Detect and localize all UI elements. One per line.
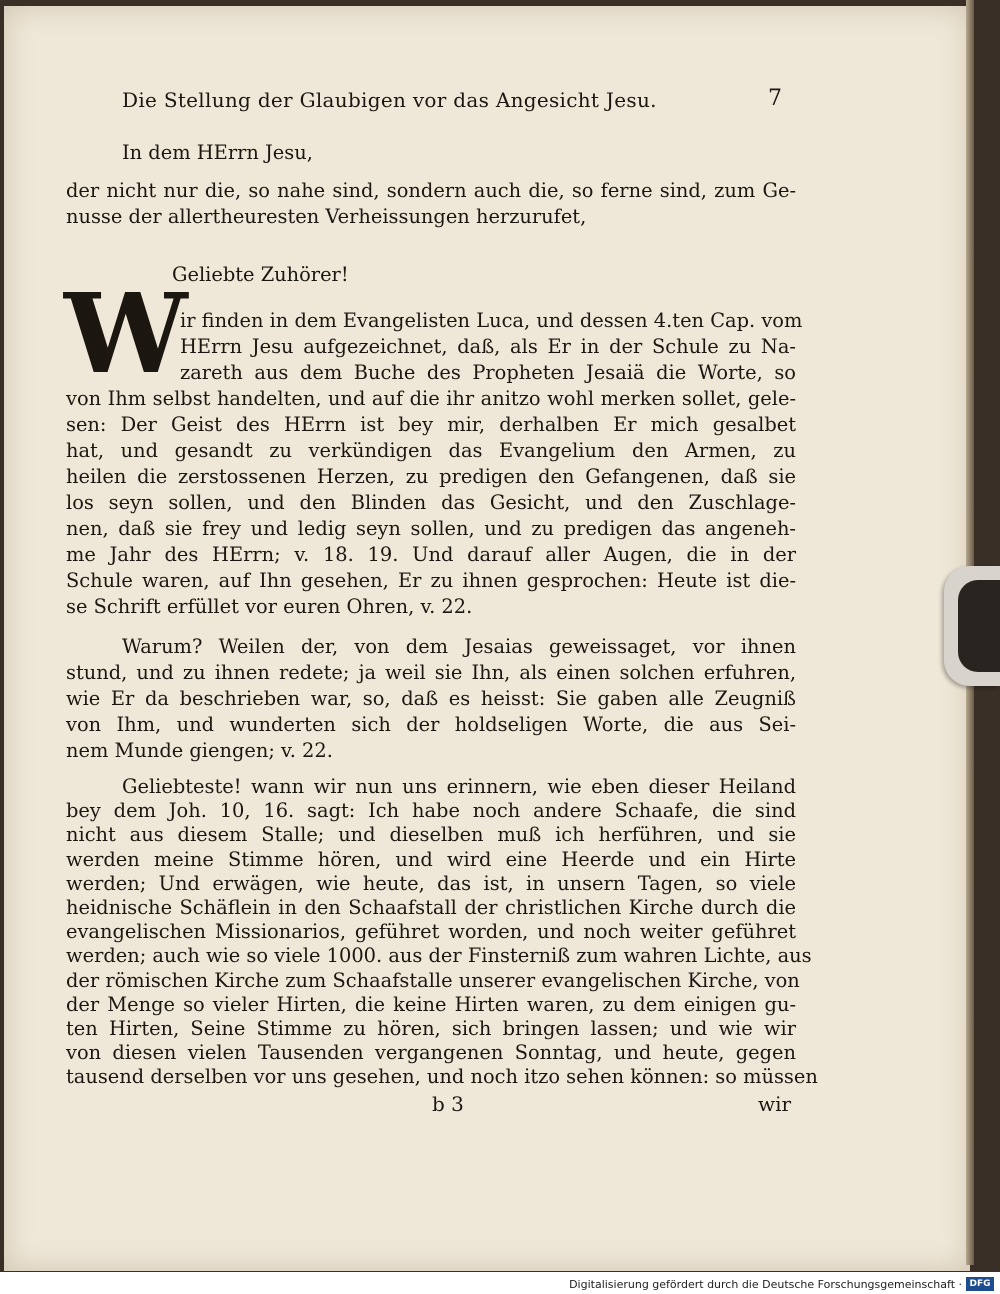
para1-line: nen, daß sie frey und ledig seyn sollen, und zu predigen das angeneh-: [66, 517, 796, 540]
bookmark-shadow: [958, 580, 1000, 672]
para1-line: hat, und gesandt zu verkündigen das Evangelium den Armen, zu: [66, 439, 796, 462]
para1-line: sen: Der Geist des HErrn ist bey mir, derhalben Er mich gesalbet: [66, 413, 796, 436]
intro-line-1: In dem HErrn Jesu,: [122, 141, 313, 164]
para3-line: bey dem Joh. 10, 16. sagt: Ich habe noch andere Schaafe, die sind: [66, 799, 796, 823]
running-head: Die Stellung der Glaubigen vor das Angesicht Jesu.: [122, 88, 657, 112]
para3-line: der römischen Kirche zum Schaafstalle unserer evangelischen Kirche, von: [66, 968, 800, 992]
signature-mark: b 3: [432, 1092, 464, 1116]
intro-line-3: nusse der allertheuresten Verheissungen herzurufet,: [66, 205, 587, 228]
para1-line: los seyn sollen, und den Blinden das Gesicht, und den Zuschlage-: [66, 491, 796, 514]
para3-line-last: tausend derselben vor uns gesehen, und noch itzo sehen können: so müssen: [66, 1065, 818, 1089]
para3-line: heidnische Schäflein in den Schaafstall der christlichen Kirche durch die: [66, 896, 796, 919]
para2-line: von Ihm, und wunderten sich der holdseligen Worte, die aus Sei-: [66, 713, 796, 736]
para3-line: werden meine Stimme hören, und wird eine Heerde und ein Hirte: [66, 847, 796, 871]
para1-line: von Ihm selbst handelten, und auf die ihr anitzo wohl merken sollet, gele-: [66, 387, 796, 410]
para3-line: evangelischen Missionarios, geführet worden, und noch weiter geführet: [66, 920, 796, 944]
para3-line: der Menge so vieler Hirten, die keine Hirten waren, zu dem einigen gu-: [66, 992, 796, 1016]
catchword: wir: [758, 1092, 792, 1116]
para3-line: von diesen vielen Tausenden vergangenen Sonntag, und heute, gegen: [66, 1041, 796, 1065]
para2-line: nem Munde giengen; v. 22.: [66, 739, 333, 762]
para3-line: werden; Und erwägen, wie heute, das ist, in unsern Tagen, so viele: [66, 871, 796, 895]
para2-line: wie Er da beschrieben war, so, daß es heisst: Sie gaben alle Zeugniß: [66, 687, 796, 710]
dfg-logo-icon: DFG: [966, 1277, 994, 1291]
funding-credit: Digitalisierung gefördert durch die Deutsche Forschungsgemeinschaft ·: [569, 1278, 962, 1291]
para1-line: se Schrift erfüllet vor euren Ohren, v. 22.: [66, 595, 473, 618]
para3-line: ten Hirten, Seine Stimme zu hören, sich bringen lassen; und wie wir: [66, 1017, 796, 1040]
para3-line: nicht aus diesem Stalle; und dieselben muß ich herführen, und sie: [66, 823, 796, 847]
para1-line: zareth aus dem Buche des Propheten Jesaiä die Worte, so: [180, 361, 796, 384]
para1-line: me Jahr des HErrn; v. 18. 19. Und darauf aller Augen, die in der: [66, 543, 796, 566]
para2-line: Warum? Weilen der, von dem Jesaias geweissaget, vor ihnen: [122, 635, 796, 658]
para1-line: HErrn Jesu aufgezeichnet, daß, als Er in der Schule zu Na-: [180, 335, 796, 358]
page-number: 7: [768, 86, 782, 111]
para1-line: heilen die zerstossenen Herzen, zu predigen den Gefangenen, daß sie: [66, 465, 796, 488]
para1-line: Schule waren, auf Ihn gesehen, Er zu ihnen gesprochen: Heute ist die-: [66, 569, 796, 592]
salutation: Geliebte Zuhörer!: [172, 263, 349, 286]
intro-line-2: der nicht nur die, so nahe sind, sondern auch die, so ferne sind, zum Ge-: [66, 179, 796, 202]
para1-line: ir finden in dem Evangelisten Luca, und dessen 4.ten Cap. vom: [180, 309, 803, 332]
para3-line: Geliebteste! wann wir nun uns erinnern, wie eben dieser Heiland: [122, 775, 796, 798]
drop-cap: W: [64, 269, 188, 398]
para2-line: stund, und zu ihnen redete; ja weil sie Ihn, als einen solchen erfuhren,: [66, 661, 796, 684]
para3-line: werden; auch wie so viele 1000. aus der Finsterniß zum wahren Lichte, aus: [66, 944, 812, 968]
